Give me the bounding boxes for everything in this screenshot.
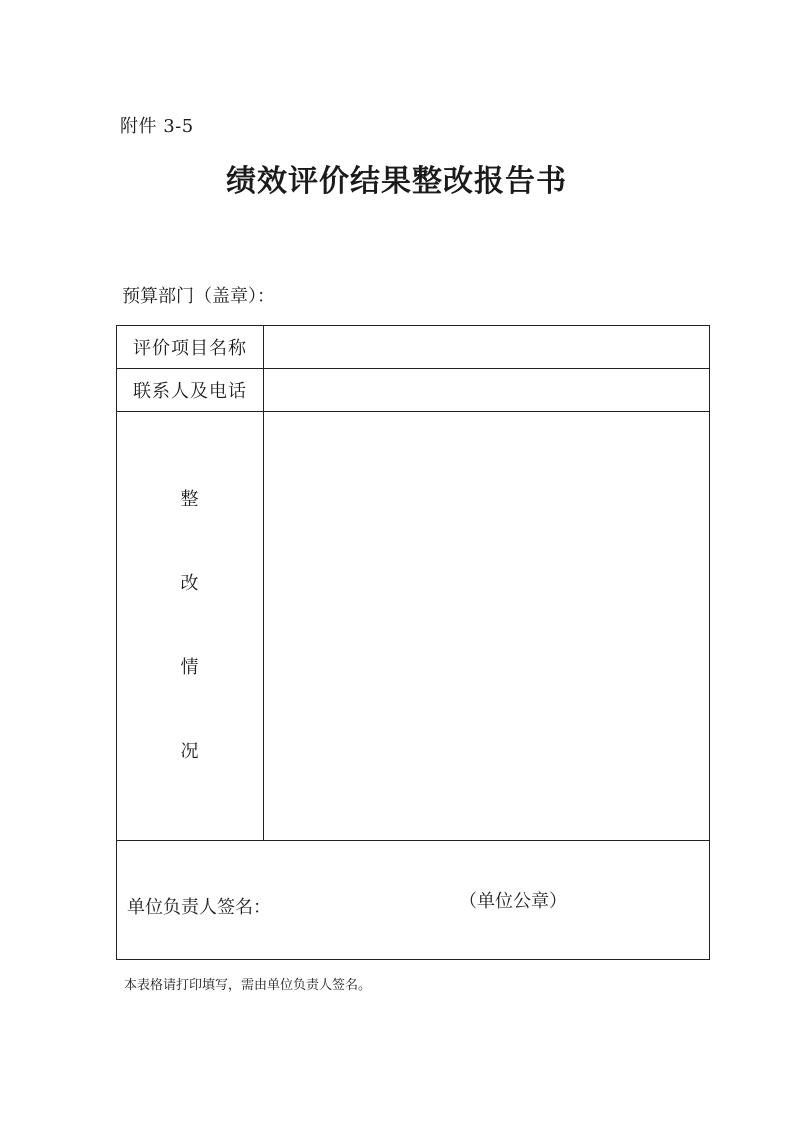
rectification-label-char: 况 [180,741,200,762]
contact-label: 联系人及电话 [117,369,264,412]
project-name-row [117,326,710,369]
budget-department-label: 预算部门（盖章）： [122,286,275,307]
rectification-row [117,412,710,841]
seal-label: （单位公章） [459,891,567,912]
signature-cell[interactable] [117,841,710,960]
contact-field[interactable] [264,369,710,412]
rectification-label-vertical [117,412,263,840]
rectification-report-form [116,325,710,960]
signature-label: 单位负责人签名： [127,897,271,918]
contact-row [117,369,710,412]
project-name-label: 评价项目名称 [117,326,264,369]
project-name-field[interactable] [264,326,710,369]
attachment-label: 附件 3-5 [120,116,194,137]
signature-row [117,841,710,960]
document-title: 绩效评价结果整改报告书 [226,164,567,199]
rectification-label-char: 情 [180,657,200,678]
rectification-field[interactable] [264,412,710,841]
rectification-label [117,412,264,841]
rectification-label-char: 改 [180,573,200,594]
rectification-label-char: 整 [180,489,200,510]
footnote: 本表格请打印填写，需由单位负责人签名。 [124,978,372,993]
